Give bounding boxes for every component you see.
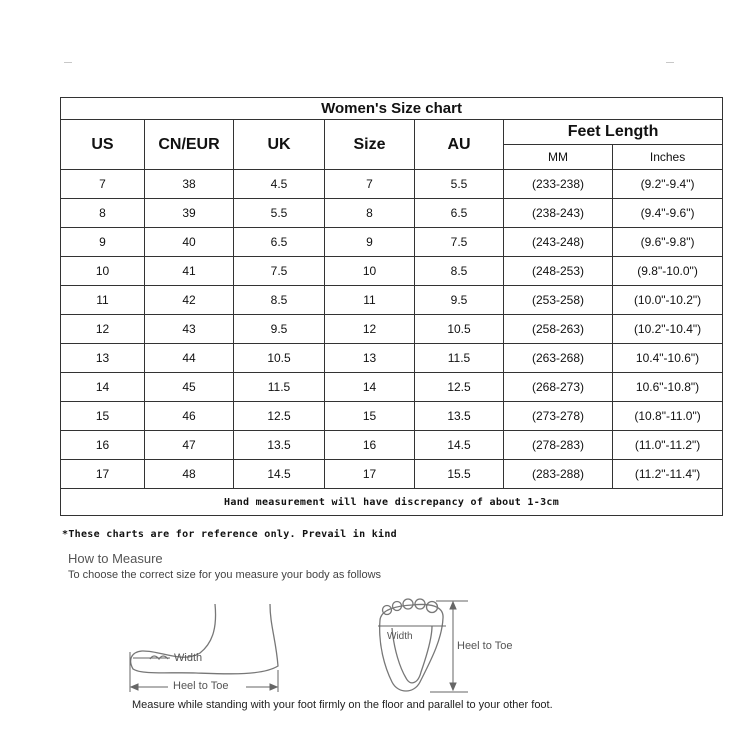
au-cell: 7.5 (415, 228, 504, 257)
table-title: Women's Size chart (61, 98, 723, 120)
top-width-label: Width (387, 631, 413, 642)
uk-cell: 11.5 (234, 373, 325, 402)
side-heel-to-toe-label: Heel to Toe (173, 680, 229, 692)
top-heel-to-toe-label: Heel to Toe (457, 640, 513, 652)
us-cell: 10 (61, 257, 145, 286)
header-uk: UK (234, 120, 325, 170)
us-cell: 8 (61, 199, 145, 228)
size-cell: 11 (325, 286, 415, 315)
how-to-measure-subtitle: To choose the correct size for you measure your body as follows (68, 569, 382, 581)
au-cell: 6.5 (415, 199, 504, 228)
cn-eur-cell: 42 (145, 286, 234, 315)
side-width-label: Width (174, 652, 203, 664)
cn-eur-cell: 40 (145, 228, 234, 257)
uk-cell: 4.5 (234, 170, 325, 199)
cn-eur-cell: 48 (145, 460, 234, 489)
au-cell: 8.5 (415, 257, 504, 286)
uk-cell: 7.5 (234, 257, 325, 286)
inches-cell: (11.2"-11.4") (613, 460, 723, 489)
uk-cell: 6.5 (234, 228, 325, 257)
us-cell: 11 (61, 286, 145, 315)
top-foot-outline (380, 599, 443, 691)
mm-cell: (273-278) (504, 402, 613, 431)
measure-instruction: Measure while standing with your foot firmly on the floor and parallel to your other foot. (132, 699, 553, 711)
au-cell: 10.5 (415, 315, 504, 344)
side-foot-outline (131, 604, 278, 674)
cn-eur-cell: 43 (145, 315, 234, 344)
size-cell: 10 (325, 257, 415, 286)
au-cell: 15.5 (415, 460, 504, 489)
discrepancy-note: Hand measurement will have discrepancy of about 1-3cm (61, 489, 723, 516)
size-cell: 9 (325, 228, 415, 257)
us-cell: 13 (61, 344, 145, 373)
header-cn-eur: CN/EUR (145, 120, 234, 170)
us-cell: 14 (61, 373, 145, 402)
uk-cell: 14.5 (234, 460, 325, 489)
us-cell: 9 (61, 228, 145, 257)
au-cell: 9.5 (415, 286, 504, 315)
top-measure-lines (378, 601, 468, 692)
header-au: AU (415, 120, 504, 170)
mm-cell: (263-268) (504, 344, 613, 373)
mm-cell: (238-243) (504, 199, 613, 228)
header-size: Size (325, 120, 415, 170)
size-cell: 12 (325, 315, 415, 344)
mm-cell: (253-258) (504, 286, 613, 315)
inches-cell: (10.8"-11.0") (613, 402, 723, 431)
cn-eur-cell: 45 (145, 373, 234, 402)
mm-cell: (268-273) (504, 373, 613, 402)
cn-eur-cell: 46 (145, 402, 234, 431)
us-cell: 16 (61, 431, 145, 460)
size-cell: 15 (325, 402, 415, 431)
header-inches: Inches (613, 145, 723, 170)
mm-cell: (283-288) (504, 460, 613, 489)
mm-cell: (258-263) (504, 315, 613, 344)
inches-cell: (9.4"-9.6") (613, 199, 723, 228)
inches-cell: 10.6"-10.8") (613, 373, 723, 402)
inches-cell: (9.6"-9.8") (613, 228, 723, 257)
au-cell: 13.5 (415, 402, 504, 431)
au-cell: 14.5 (415, 431, 504, 460)
cn-eur-cell: 39 (145, 199, 234, 228)
uk-cell: 8.5 (234, 286, 325, 315)
size-cell: 7 (325, 170, 415, 199)
mm-cell: (248-253) (504, 257, 613, 286)
uk-cell: 9.5 (234, 315, 325, 344)
cn-eur-cell: 38 (145, 170, 234, 199)
mm-cell: (233-238) (504, 170, 613, 199)
uk-cell: 5.5 (234, 199, 325, 228)
us-cell: 15 (61, 402, 145, 431)
uk-cell: 12.5 (234, 402, 325, 431)
header-us: US (61, 120, 145, 170)
uk-cell: 13.5 (234, 431, 325, 460)
uk-cell: 10.5 (234, 344, 325, 373)
mm-cell: (243-248) (504, 228, 613, 257)
size-cell: 14 (325, 373, 415, 402)
inches-cell: (11.0"-11.2") (613, 431, 723, 460)
how-to-measure-title: How to Measure (68, 551, 163, 566)
inches-cell: 10.4"-10.6") (613, 344, 723, 373)
size-cell: 13 (325, 344, 415, 373)
cn-eur-cell: 47 (145, 431, 234, 460)
cn-eur-cell: 41 (145, 257, 234, 286)
us-cell: 7 (61, 170, 145, 199)
cn-eur-cell: 44 (145, 344, 234, 373)
size-cell: 17 (325, 460, 415, 489)
us-cell: 12 (61, 315, 145, 344)
au-cell: 5.5 (415, 170, 504, 199)
au-cell: 12.5 (415, 373, 504, 402)
inches-cell: (9.8"-10.0") (613, 257, 723, 286)
au-cell: 11.5 (415, 344, 504, 373)
mm-cell: (278-283) (504, 431, 613, 460)
size-cell: 16 (325, 431, 415, 460)
header-mm: MM (504, 145, 613, 170)
inches-cell: (9.2"-9.4") (613, 170, 723, 199)
inches-cell: (10.0"-10.2") (613, 286, 723, 315)
inches-cell: (10.2"-10.4") (613, 315, 723, 344)
header-feet-length: Feet Length (504, 120, 723, 145)
size-cell: 8 (325, 199, 415, 228)
us-cell: 17 (61, 460, 145, 489)
reference-note: *These charts are for reference only. Prevail in kind (62, 529, 397, 540)
